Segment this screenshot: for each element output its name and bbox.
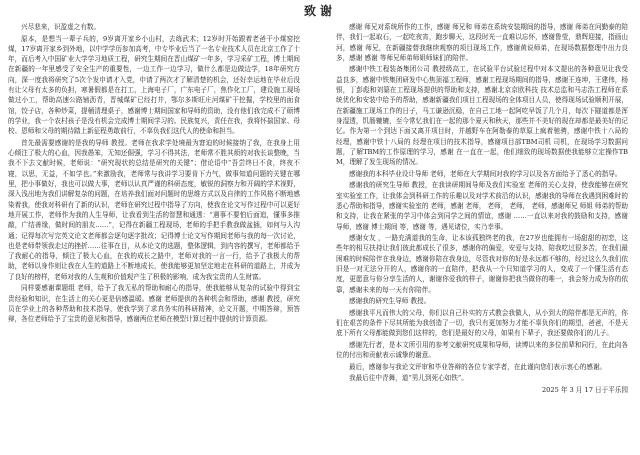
paragraph: 感谢我的本科毕业设计导师 老师，老师在大学期间对我的学习以及各方面给予了悉心的指导。 xyxy=(349,169,622,178)
paragraph: 原本，是想当一辈子兵的，9岁离开家乡小山村，去练武术；12岁时开始跟着老爸干小煤窑挖煤，17岁离开家乡到外地，以中学学历参加高考，中专毕业后当了一名专业技术人员在北京工作了十年，而后考入中国矿业大学学习地质工程，研究生期间在晋山煤矿一年多，学习采矿工程，博士期间在新疆的一年里感受了安全生产的重要性，一边工作一边学习，做什么都是边做边学，18年研究方向，深一度我将研究了5次个发申请才入党，申请了两次才了解清楚的机会，还好幸运地在毕业后没有让父母有太多的负担，寒暑假都是在打工，上海电子厂，广东电子厂，焦作化工厂，建设施工现场做过小工，帮助高速公路铺沥青，晋城煤矿已经打井，鄂尔多斯旺庄河煤矿干挖掘，学校里的面食馆，饺子店，各种炒菜，提桶清理桌子，感谢博士期间国家和导师的资助，没有他们我完成不了硕博的学业，我一个农村孩子是没有机会完成博士期间学习的。民族复兴，责任在我，我将怀揣国家、母校、恩师和父母的期待踏上新征程勇敢前行，不辜负我们这代人的使命和担当。 xyxy=(8,34,300,136)
paragraph: 感谢女友 ，一路充满道我的生命，让本该孤独终老的我，在27岁也能拥有一场甜甜的初恋，这些年的相互扶持让我们彼此都成长了很多，感谢你的偏爱，安爱与支持，陪我吃过很多苦，在我们最困难的时候陪伴在我身边，感谢你陪在我身边，尽管我对你的好是永远都不够的，经过这么久我们依旧是一对无法分开的人，感谢你的一直陪伴，把我从一个只知道学习的人，变成了一个懂生活有态度，更愿意与你分享生活的人，谢谢你爱我的样子，谢谢你把我当做你的唯一，我会努力成为你的依靠，感谢未来的每一天有你陪伴。 xyxy=(336,234,628,294)
left-column xyxy=(8,22,300,454)
paragraph: 感谢我的研究生导师 教授。 xyxy=(349,297,431,306)
signature-date: 2025 年 3 月 17 日于平乐园 xyxy=(541,386,628,395)
paragraph: 感谢我的研究生导师 教授，在我读研期间导师及我们实验室 老师的关心支持，使我能够在研究室实验室工作，让我体会到科研工作的乐趣以及对学术前沿的认识，感谢我的导师在我遇到困难时的悉心帮助和指导，感谢实验室的 老师，感谢 老师， 老师， 老师， 老师，感谢师兄 师姐 师弟的帮助和支持，让我在紧张的学习中体会到同学之间的情谊，感谢 ……一直以来对我的鼓励和支持，感谢 导师，感谢 博士期间 等，感谢 等，遇见诸位，实乃幸事。 xyxy=(336,181,628,231)
paragraph: 同样要感谢课题组 老师，给予了我无私的帮助和耐心的指导，使我能够从复杂的试验中得到宝贵经验和知识，在生活上的关心更是倍感温暖。感谢 老师提供的各种机会和帮助，感谢 教授，研究员在学业上的各种帮助和技术指导，使我学到了求真务实的科研精神，论文开题，中期答辩，预答辩，各位老师给予了宝贵的意见和指导，感谢两位老师在模型计算过程中提供的计算资源。 xyxy=(8,284,300,324)
paragraph: 感谢我平凡而伟大的父母，你们以自己朴实的方式教会我做人，从小到大的陪伴都是无声的，你们在艰苦的条件下尽其所能为我创造了一切，我只有更加努力才能不辜负你们的期望，爸爸，不是天底下所有父母都能做到您们这样的，您们是最好的父母，如果有下辈子，我还要做你们的儿子。 xyxy=(336,308,628,338)
paragraph: 感谢中铁工程装备集团公司 教授级高工，在试验平台试验过程中对本文提出的各种意见让我受益良多，感谢中铁集团研发中心焦顶福工程师，感谢工程现场期间的指导，感谢王连坤，王建伟，杨银，丁彭彪和刘纂在工程现场提供的帮助和支持，感谢北京京欧科技 技术总监和马志浩工程师在系统优化和安装中给予的帮助，感谢新疆我们项目工程现场的全体项目人员，使得现场试验顺利开展，在新疆施工现场工作的日子，马工谦逊沉稳，在自己工地一起阿吃早饭了几个月，每次下隧道都是浑身湿透，饥肠辘辘，至今常忆我们在一起的那个夏天和秋天，那些并不美好的现在却都是最美好的记忆。作为第一个到达下面又离开项目时，并越野车在阿勒泰的草原上疯着驰骋，感谢中铁十八局的 经理，感谢中铁十八局的 经理在项目的技术指导，感谢项目部TBM司机 司机，在现场学习数据问题，了解TBM的工作原理的学习，感谢 在一直在一起，他们细致的现场数据使我能够立定操作TBM，理解了发生现场的情况。 xyxy=(336,65,628,167)
page-title: 致谢 xyxy=(303,4,336,18)
paragraph: 我最后往中青舞，道“男儿到死心如铁”。 xyxy=(349,374,468,383)
right-column xyxy=(336,22,628,454)
paragraph: 感谢先行者，是本文所引用的参考文献研究成果和导师，读博以来的多位前辈和同行，在此向各位的付出和贡献表示诚挚的谢意。 xyxy=(336,340,628,360)
paragraph: 最后，感谢参与我论文评审和毕业答辩的各位专家学者，在此谨向您们表示衷心的感谢。 xyxy=(349,362,607,371)
paragraph: 兴尽悲来，识盈虚之有数。 xyxy=(21,23,101,31)
paragraph: 首先最需要感谢的是我的导师 教授。老师在我求学处境最为窘迫的时候接纳了我，在我身上用心倾注了极大的心血，因我愚笨，无知还倔强，学习不得其法，老师常不胜其烦的对我长谈整晚，当我不下去文献时候，老师说：“研究现状的总结是研究的关键”；借论语中“吾尝终日不食，终夜不寝，以思，无益，不如学也。”来激励我，老师常与我讲学习要肯下力气，做事知道问题的关键在哪里，把小事做好，我也可以做大事，老师以认真严谨的科研态度，敏锐的洞察力和开阔的学术视野，深入浅出地为我们讲解复杂的问题，在培养我们面对问题时的思维方式以及自律的工作风格不断地感染着我，使我对科研有了新的认识，老师在研究过程中指导了方向，使我在论文写作过程中可以更好地开展工作，老师作为我的人生导师，让我看到生活的智慧和通透：“遇事不要怕后面追，懂事多推敲，广结善缘，做时间的朋友……”，记得在新疆工程现场，老师的手把手教我做盆插，如何与人沟通；记得每次写完英文论文老师都会逐句逐字批改；记得博士论文写作期间老师与我的每一次讨论，也是老师带领我走过的挫折……往事在目，从本论文的选题，整体逻辑，到内容的撰写，老师都给予了我耐心的指导，倾注了极大心血，在我的成长之路中，老师对我的一言一行，给予了我极大的帮助，老师以身作则让我在人生的道路上不断地成长，使我能够更加坚定地走在科研的道路上，并成为了良好的榜样，老师对我的人生观和价值观产生了积极的影响，成为我宝贵的人生财富。 xyxy=(8,138,300,281)
paragraph: 感谢 师兄对系统所作的工作，感谢 师兄和 师弟在系统安装期间的指导，感谢 师弟在问勤泰的陪伴，我们一起取石，一起吃夜宵，跑步聊天，这段时光一直难以忘怀，感谢鲁莹，鼎辉迎接，指画山河，感谢 师兄，在新疆接替我继续观察的项目现场工作，感谢黄说师弟，在现场数据整理中出力良多，感谢 感谢 等师兄师弟师姐师妹们的陪伴。 xyxy=(336,23,628,62)
